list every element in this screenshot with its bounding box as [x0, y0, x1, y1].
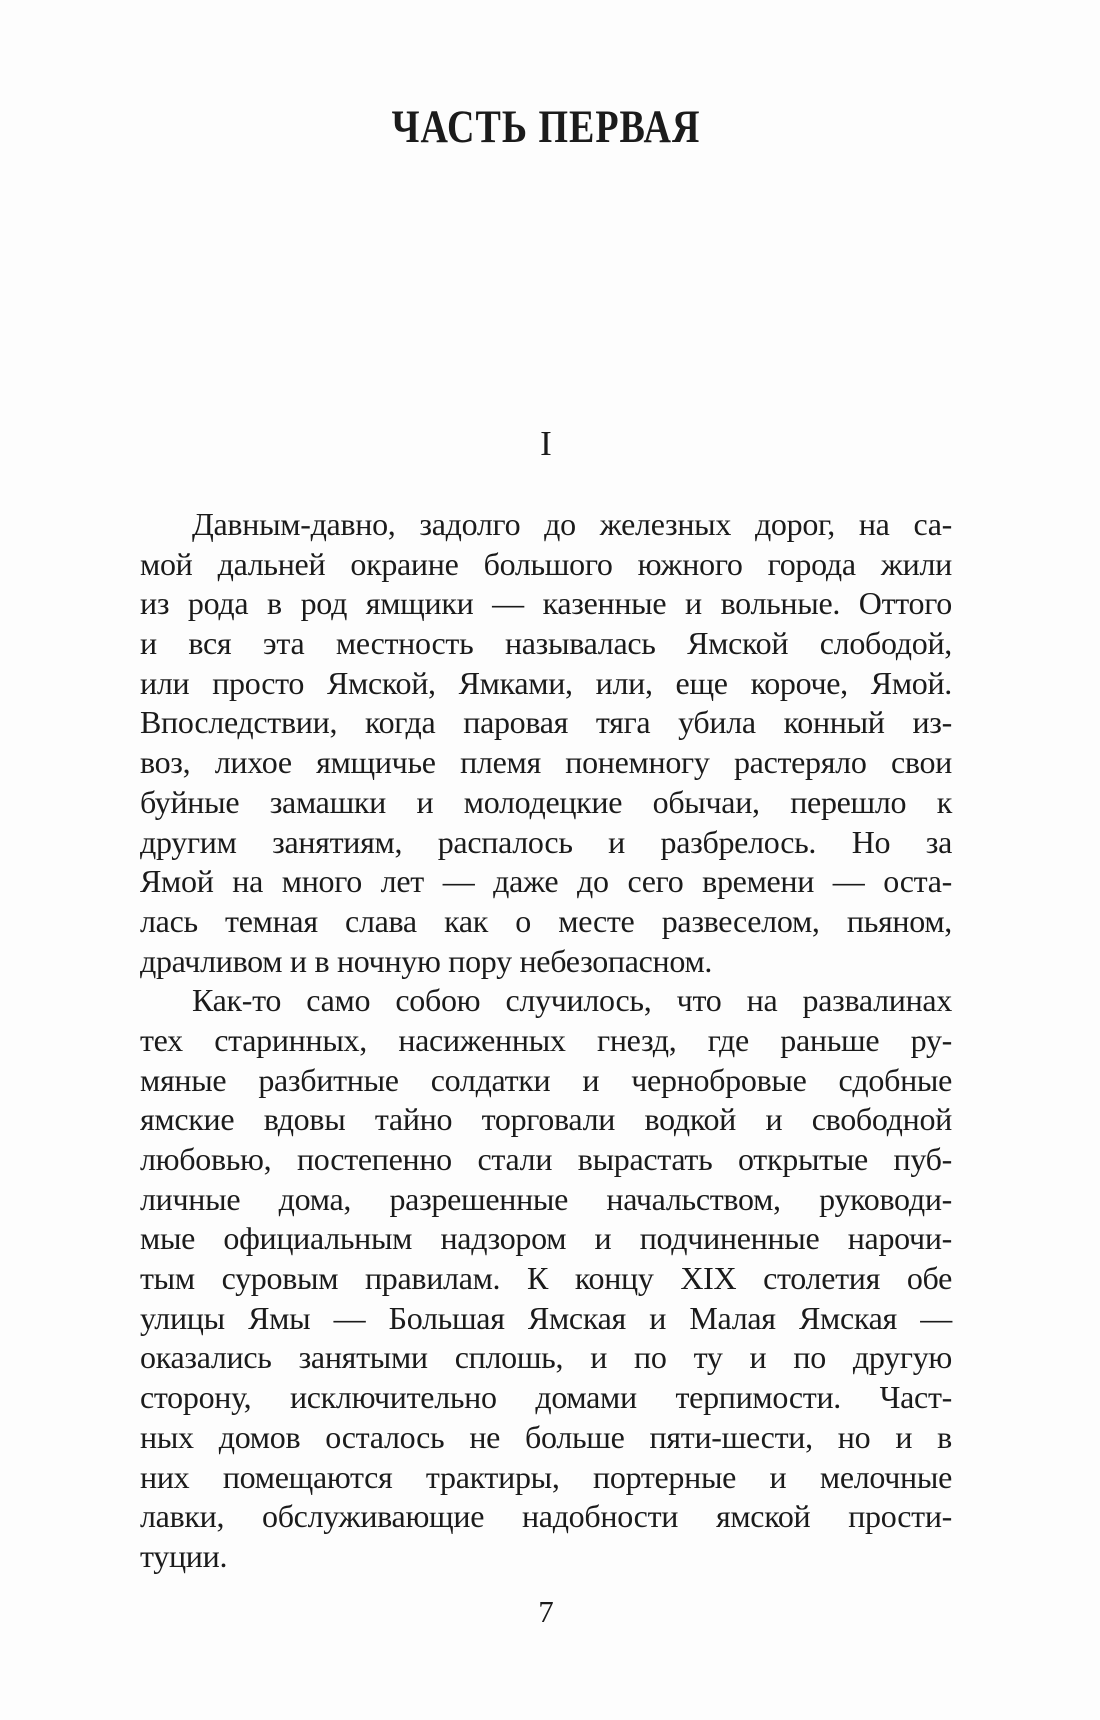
text-line: личные дома, разрешенные начальством, руководи- — [140, 1180, 952, 1217]
text-line: и вся эта местность называлась Ямской слободой, — [140, 625, 952, 662]
text-line: Впоследствии, когда паровая тяга убила конный из- — [140, 704, 952, 741]
body-text — [140, 505, 952, 1577]
text-line: лась темная слава как о месте развеселом, пьяном, — [140, 902, 952, 939]
text-line: туции. — [140, 1537, 228, 1574]
text-line: мые официальным надзором и подчиненные нарочи- — [140, 1220, 952, 1257]
text-line: драчливом и в ночную пору небезопасном. — [140, 942, 713, 979]
page-number: 7 — [538, 1594, 554, 1629]
text-line: Ямой на много лет — даже до сего времени — оста- — [140, 863, 952, 900]
text-line: воз, лихое ямщичье племя понемногу растеряло свои — [140, 744, 952, 781]
text-line: или просто Ямской, Ямками, или, еще короче, Ямой. — [140, 664, 952, 701]
text-line: ных домов осталось не больше пяти-шести, но и в — [140, 1418, 952, 1455]
text-line: мяные разбитные солдатки и чернобровые сдобные — [140, 1061, 952, 1098]
text-line: мой дальней окраине большого южного города жили — [140, 545, 952, 582]
text-line: улицы Ямы — Большая Ямская и Малая Ямская — — [140, 1299, 952, 1336]
text-line: любовью, постепенно стали вырастать открытые пуб- — [140, 1141, 952, 1177]
part-title: ЧАСТЬ ПЕРВАЯ — [391, 101, 701, 153]
text-line: тым суровым правилам. К концу XIX столетия обе — [140, 1260, 952, 1297]
text-line: лавки, обслуживающие надобности ямской прости- — [140, 1498, 952, 1535]
text-line: сторону, исключительно домами терпимости. Част- — [140, 1379, 952, 1416]
text-line: буйные замашки и молодецкие обычаи, перешло к — [140, 783, 952, 820]
text-line: ямские вдовы тайно торговали водкой и свободной — [140, 1101, 952, 1138]
text-line: Давным-давно, задолго до железных дорог, на са- — [192, 506, 952, 542]
text-line: оказались занятыми сплошь, и по ту и по другую — [140, 1339, 952, 1376]
text-line: из рода в род ямщики — казенные и вольные. Оттого — [140, 585, 952, 622]
text-line: тех старинных, насиженных гнезд, где раньше ру- — [140, 1021, 952, 1058]
text-line: Как-то само собою случилось, что на развалинах — [192, 982, 952, 1019]
text-line: них помещаются трактиры, портерные и мелочные — [140, 1458, 952, 1495]
text-line: другим занятиям, распалось и разбрелось. Но за — [140, 823, 952, 860]
chapter-numeral: I — [540, 424, 552, 463]
